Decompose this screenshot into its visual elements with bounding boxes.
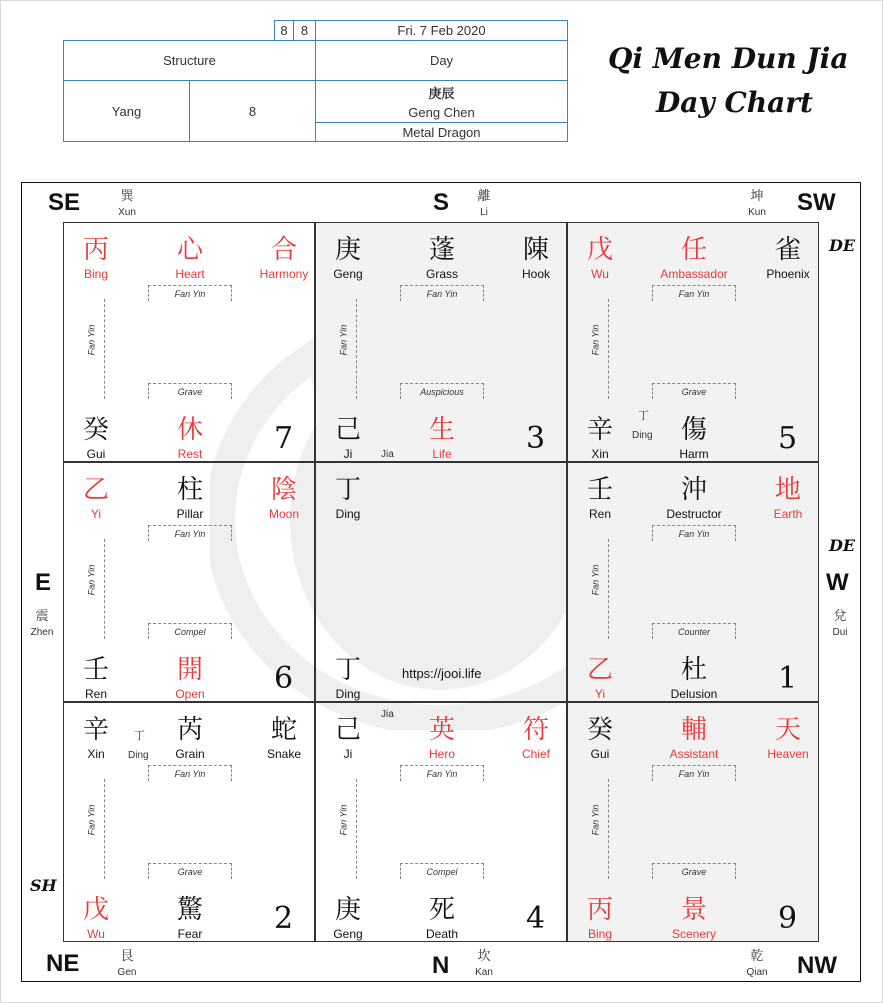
dir-w: W — [826, 569, 849, 596]
header-num-1: 8 — [274, 20, 294, 41]
dir-e: E — [35, 569, 52, 596]
heaven-stem: 戊 — [586, 235, 613, 265]
door: 傷 — [680, 415, 707, 445]
door-name: Harm — [679, 447, 709, 461]
palace-number: 5 — [778, 421, 798, 456]
structure-number: 8 — [189, 80, 316, 142]
earth-stem: 庚 — [334, 895, 361, 925]
earth-stem: 己 — [334, 415, 361, 445]
dir-n: N — [432, 952, 450, 979]
heaven-stem: 丁 — [334, 475, 361, 505]
trigram-n: 坎 — [477, 948, 491, 963]
top-status: Fan Yin — [400, 285, 484, 301]
hidden-stem: 丁 — [134, 729, 145, 742]
earth-stem-pinyin: Yi — [594, 687, 606, 701]
top-status: Fan Yin — [652, 765, 736, 781]
bottom-status: Grave — [652, 383, 736, 399]
side-status-line — [608, 299, 609, 399]
trigram-ne: 艮 — [120, 948, 134, 963]
dir-se: SE — [48, 189, 81, 216]
star-name: Destructor — [666, 507, 722, 521]
star: 沖 — [680, 475, 707, 505]
side-status: Fan Yin — [86, 324, 97, 356]
side-status-line — [104, 539, 105, 639]
star: 心 — [176, 235, 203, 265]
heaven-stem-pinyin: Ji — [343, 747, 353, 761]
door-name: Rest — [177, 447, 203, 461]
deity-name: Moon — [268, 507, 300, 521]
header-date: Fri. 7 Feb 2020 — [315, 20, 568, 41]
chart-title: Qi Men Dun Jia — [608, 42, 849, 75]
trigram-n-pinyin: Kan — [475, 967, 493, 978]
bottom-status: Grave — [148, 863, 232, 879]
trigram-nw: 乾 — [750, 948, 764, 963]
palace-se — [63, 222, 315, 462]
earth-stem-pinyin: Wu — [87, 927, 105, 941]
heaven-stem: 庚 — [334, 235, 361, 265]
deity-name: Harmony — [259, 267, 309, 281]
side-status-line — [608, 779, 609, 879]
trigram-e-pinyin: Zhen — [30, 627, 54, 638]
heaven-stem-pinyin: Xin — [87, 747, 105, 761]
palace-number: 1 — [778, 661, 798, 696]
side-status-line — [356, 779, 357, 879]
trigram-se-pinyin: Xun — [118, 207, 136, 218]
day-pinyin: Geng Chen — [408, 105, 475, 120]
earth-stem-pinyin: Ren — [84, 687, 107, 701]
star: 英 — [428, 715, 455, 745]
side-status: Fan Yin — [338, 804, 349, 836]
door-name: Fear — [177, 927, 203, 941]
bottom-status: Compel — [400, 863, 484, 879]
earth-stem-pinyin: Ding — [335, 687, 361, 701]
palace-number: 2 — [274, 901, 294, 936]
trigram-sw: 坤 — [750, 188, 764, 203]
top-status: Fan Yin — [148, 525, 232, 541]
star-name: Grass — [425, 267, 458, 281]
dir-nw: NW — [797, 952, 837, 979]
trigram-nw-pinyin: Qian — [746, 967, 768, 978]
bottom-status: Grave — [148, 383, 232, 399]
top-status: Fan Yin — [652, 525, 736, 541]
side-status: Fan Yin — [86, 804, 97, 836]
trigram-ne-pinyin: Gen — [117, 967, 137, 978]
top-status: Fan Yin — [400, 765, 484, 781]
hidden-stem-pinyin: Ding — [128, 750, 149, 761]
star-name: Pillar — [176, 507, 204, 521]
earth-stem: 丁 — [334, 655, 361, 685]
palace-number: 4 — [526, 901, 546, 936]
earth-stem: 丙 — [586, 895, 613, 925]
deity: 合 — [270, 235, 297, 265]
door-name: Scenery — [671, 927, 717, 941]
heaven-stem-pinyin: Geng — [333, 267, 363, 281]
deity: 地 — [774, 475, 801, 505]
heaven-stem-pinyin: Wu — [591, 267, 609, 281]
heaven-stem: 己 — [334, 715, 361, 745]
palace-number: 6 — [274, 661, 294, 696]
trigram-s: 離 — [477, 188, 491, 203]
door-name: Open — [175, 687, 205, 701]
top-status: Fan Yin — [148, 285, 232, 301]
heaven-stem-pinyin: Yi — [90, 507, 102, 521]
earth-stem-pinyin: Ji — [343, 447, 353, 461]
star-name: Assistant — [669, 747, 719, 761]
day-chinese: 庚辰 — [428, 86, 455, 101]
marker-de-w: DE — [829, 536, 856, 555]
star: 蓬 — [428, 235, 455, 265]
dir-s: S — [433, 189, 450, 216]
deity-name: Earth — [773, 507, 803, 521]
deity: 符 — [522, 715, 549, 745]
trigram-sw-pinyin: Kun — [748, 207, 766, 218]
door: 休 — [176, 415, 203, 445]
heaven-stem-pinyin: Ren — [588, 507, 611, 521]
door: 開 — [176, 655, 203, 685]
palace-e — [63, 462, 315, 702]
deity-name: Phoenix — [766, 267, 810, 281]
palace-n — [315, 702, 567, 942]
side-status: Fan Yin — [590, 324, 601, 356]
marker-de-sw: DE — [829, 236, 856, 255]
deity: 天 — [774, 715, 801, 745]
day-label: Day — [315, 40, 568, 81]
palace-s — [315, 222, 567, 462]
trigram-w: 兌 — [833, 608, 847, 623]
deity-name: Heaven — [767, 747, 809, 761]
star-name: Heart — [175, 267, 205, 281]
palace-number: 3 — [526, 421, 546, 456]
palace-sw — [567, 222, 819, 462]
door-name: Death — [425, 927, 459, 941]
heaven-stem: 丙 — [82, 235, 109, 265]
website-url[interactable]: https://jooi.life — [402, 666, 482, 681]
bottom-status: Counter — [652, 623, 736, 639]
yinyang-value: Yang — [63, 80, 190, 142]
palace-ne — [63, 702, 315, 942]
palace-center — [315, 462, 567, 702]
side-status: Fan Yin — [86, 564, 97, 596]
trigram-s-pinyin: Li — [480, 207, 488, 218]
door: 死 — [428, 895, 455, 925]
deity: 蛇 — [270, 715, 297, 745]
hidden-stem-pinyin: Ding — [632, 430, 653, 441]
top-status: Fan Yin — [148, 765, 232, 781]
jia-marker: Jia — [381, 709, 394, 720]
heaven-stem: 癸 — [586, 715, 613, 745]
hidden-stem: 丁 — [638, 409, 649, 422]
door-name: Delusion — [670, 687, 718, 701]
heaven-stem: 辛 — [82, 715, 109, 745]
bottom-status: Grave — [652, 863, 736, 879]
heaven-stem-pinyin: Bing — [83, 267, 109, 281]
side-status: Fan Yin — [590, 564, 601, 596]
deity: 陳 — [522, 235, 549, 265]
side-status: Fan Yin — [338, 324, 349, 356]
heaven-stem: 乙 — [82, 475, 109, 505]
star: 任 — [680, 235, 707, 265]
earth-stem: 癸 — [82, 415, 109, 445]
star: 輔 — [680, 715, 707, 745]
earth-stem: 戊 — [82, 895, 109, 925]
door: 景 — [680, 895, 707, 925]
star: 芮 — [176, 715, 203, 745]
earth-stem-pinyin: Bing — [587, 927, 613, 941]
star-name: Hero — [428, 747, 455, 761]
heaven-stem-pinyin: Ding — [335, 507, 361, 521]
deity-name: Hook — [521, 267, 550, 281]
side-status-line — [608, 539, 609, 639]
structure-label: Structure — [63, 40, 316, 81]
side-status-line — [104, 779, 105, 879]
marker-sh-ne: SH — [30, 876, 57, 895]
day-element: Metal Dragon — [315, 122, 568, 142]
earth-stem-pinyin: Geng — [333, 927, 363, 941]
heaven-stem: 壬 — [586, 475, 613, 505]
earth-stem: 壬 — [82, 655, 109, 685]
jia-marker: Jia — [381, 449, 394, 460]
deity: 雀 — [774, 235, 801, 265]
day-pillar — [315, 80, 568, 123]
door: 生 — [428, 415, 455, 445]
deity: 陰 — [270, 475, 297, 505]
palace-nw — [567, 702, 819, 942]
trigram-se: 巽 — [120, 188, 134, 203]
top-status: Fan Yin — [652, 285, 736, 301]
bottom-status: Compel — [148, 623, 232, 639]
earth-stem-pinyin: Gui — [86, 447, 106, 461]
side-status-line — [104, 299, 105, 399]
star-name: Grain — [175, 747, 205, 761]
star: 柱 — [176, 475, 203, 505]
dir-sw: SW — [797, 189, 836, 216]
dir-ne: NE — [46, 950, 80, 977]
earth-stem: 辛 — [586, 415, 613, 445]
earth-stem: 乙 — [586, 655, 613, 685]
door: 杜 — [680, 655, 707, 685]
palace-number: 9 — [778, 901, 798, 936]
palace-number: 7 — [274, 421, 294, 456]
trigram-w-pinyin: Dui — [832, 627, 848, 638]
deity-name: Chief — [521, 747, 550, 761]
bottom-status: Auspicious — [400, 383, 484, 399]
door-name: Life — [432, 447, 452, 461]
door: 驚 — [176, 895, 203, 925]
chart-subtitle: Day Chart — [656, 86, 813, 119]
heaven-stem-pinyin: Gui — [590, 747, 610, 761]
star-name: Ambassador — [660, 267, 728, 281]
header-num-2: 8 — [293, 20, 316, 41]
side-status-line — [356, 299, 357, 399]
palace-w — [567, 462, 819, 702]
trigram-e: 震 — [35, 608, 49, 623]
deity-name: Snake — [266, 747, 302, 761]
earth-stem-pinyin: Xin — [591, 447, 609, 461]
side-status: Fan Yin — [590, 804, 601, 836]
